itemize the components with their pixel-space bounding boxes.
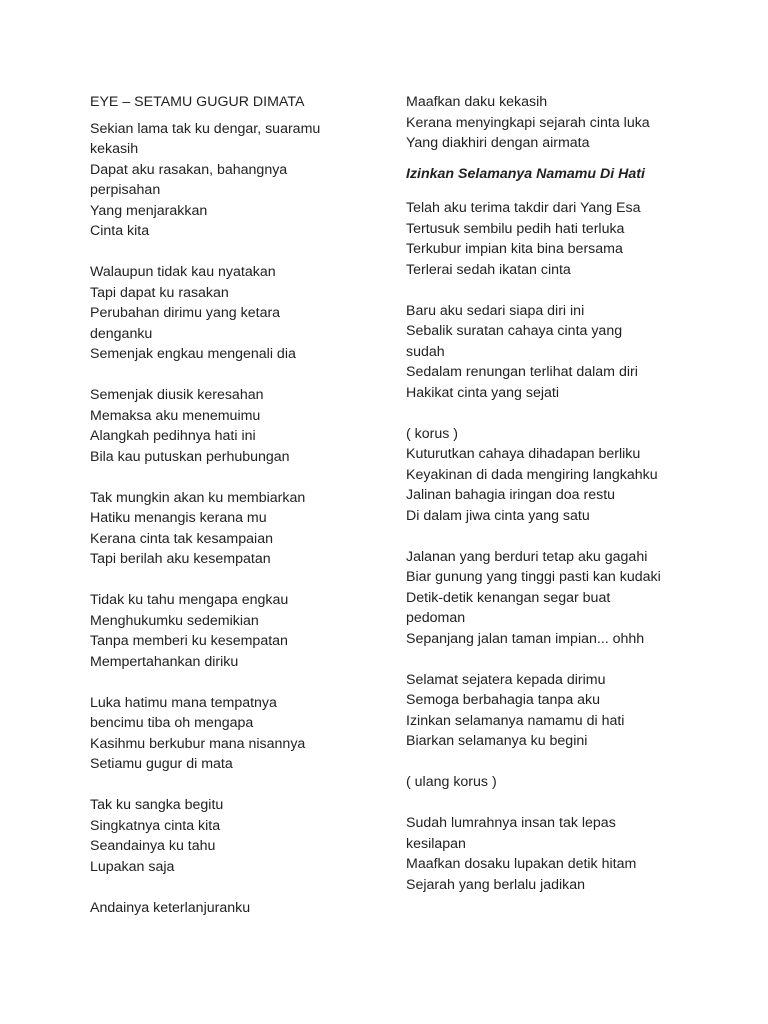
lyric-line: Hakikat cinta yang sejati [406,384,559,401]
stanza-gap [90,877,380,898]
lyric-line: Memaksa aku menemuimu [90,407,261,424]
right-column [406,92,706,895]
lyric-line: Baru aku sedari siapa diri ini [406,302,585,319]
lyric-line: Alangkah pedihnya hati ini [90,428,256,444]
lyric-line: Perubahan dirimu yang ketara [90,305,281,321]
lyric-line: Terkubur impian kita bina bersama [406,241,623,257]
lyric-line: Sejarah yang berlalu jadikan [406,876,586,893]
lyric-line: Sepanjang jalan taman impian... ohhh [406,630,645,647]
lyric-line: Sedalam renungan terlihat dalam diri [406,364,638,380]
lyric-line: Sekian lama tak ku dengar, suaramu [90,120,321,137]
lyric-line: Hatiku menangis kerana mu [90,510,267,526]
lyric-line: Biarkan selamanya ku begini [406,733,588,749]
stanza-gap [406,403,706,424]
lyric-line: Sebalik suratan cahaya cinta yang [406,323,623,339]
lyric-line: Kasihmu berkubur mana nisannya [90,735,306,752]
lyric-line: Mempertahankan diriku [90,653,239,670]
lyric-line: Setiamu gugur di mata [90,756,233,772]
stanza-gap [406,526,706,547]
stanza-gap [90,570,380,591]
lyric-line: perpisahan [90,182,161,198]
lyric-line: Luka hatimu mana tempatnya [90,694,277,711]
lyric-line: Telah aku terima takdir dari Yang Esa [406,200,641,216]
lyric-line: Tapi dapat ku rasakan [90,284,229,301]
lyric-line: Sudah lumrahnya insan tak lepas [406,815,616,831]
lyric-line: Semenjak engkau mengenali dia [90,346,296,362]
lyric-line: Yang menjarakkan [90,202,208,219]
lyric-line: Walaupun tidak kau nyatakan [90,264,276,280]
lyric-line: Andainya keterlanjuranku [90,899,251,916]
section-subtitle: Izinkan Selamanya Namamu Di Hati [406,165,645,182]
lyric-line: Tak mungkin akan ku membiarkan [90,489,306,506]
lyric-line: Singkatnya cinta kita [90,817,221,834]
lyric-line: Tak ku sangka begitu [90,797,224,813]
lyric-line: Di dalam jiwa cinta yang satu [406,507,590,524]
lyric-line: Semenjak diusik keresahan [90,387,264,403]
lyric-line: Jalanan yang berduri tetap aku gagahi [406,548,648,565]
lyric-line: Cinta kita [90,223,150,239]
lyric-line: Lupakan saja [90,858,175,875]
lyric-line: Semoga berbahagia tanpa aku [406,692,601,708]
lyric-line: ( ulang korus ) [406,774,497,790]
lyric-line: Kerana menyingkapi sejarah cinta luka [406,114,650,131]
lyric-line: Kuturutkan cahaya dihadapan berliku [406,446,641,462]
lyric-line: Keyakinan di dada mengiring langkahku [406,466,658,483]
lyric-line: Tidak ku tahu mengapa engkau [90,592,289,608]
lyric-line: Tanpa memberi ku kesempatan [90,633,288,649]
stanza-gap [406,280,706,301]
lyric-line: sudah [406,343,445,360]
lyric-line: Biar gunung yang tinggi pasti kan kudaki [406,569,661,585]
lyric-line: Menghukumku sedemikian [90,612,259,629]
lyric-line: Tapi berilah aku kesempatan [90,551,271,567]
lyric-line: Jalinan bahagia iringan doa restu [406,487,616,503]
lyric-line: Izinkan selamanya namamu di hati [406,712,625,729]
lyric-line: Yang diakhiri dengan airmata [406,135,590,151]
right-lyrics [406,198,706,895]
stanza-gap [406,649,706,670]
stanza-gap [406,752,706,773]
stanza-gap [90,365,380,386]
lyric-line: Detik-detik kenangan segar buat [406,589,611,606]
lyric-line: kesilapan [406,835,466,852]
lyric-line: pedoman [406,610,466,626]
lyric-line: denganku [90,325,153,342]
lyric-line: Kerana cinta tak kesampaian [90,530,273,547]
stanza-gap [90,775,380,796]
left-lyrics [90,119,380,919]
lyric-line: ( korus ) [406,425,459,442]
left-column [90,92,380,918]
stanza-gap [90,672,380,693]
lyric-line: Seandainya ku tahu [90,838,216,854]
stanza-gap [90,242,380,263]
lyric-line: Selamat sejatera kepada dirimu [406,671,606,688]
lyric-line: bencimu tiba oh mengapa [90,715,254,731]
stanza-gap [406,793,706,814]
song-title: EYE – SETAMU GUGUR DIMATA [90,94,305,110]
lyric-line: Maafkan daku kekasih [406,94,548,110]
stanza-gap [90,467,380,488]
lyric-line: Terlerai sedah ikatan cinta [406,261,571,278]
lyric-line: Dapat aku rasakan, bahangnya [90,161,288,178]
lyric-line: Bila kau putuskan perhubungan [90,448,290,465]
lyric-line: kekasih [90,141,139,157]
lyric-line: Tertusuk sembilu pedih hati terluka [406,220,625,237]
right-intro-lyrics [406,92,706,154]
lyric-line: Maafkan dosaku lupakan detik hitam [406,856,637,872]
